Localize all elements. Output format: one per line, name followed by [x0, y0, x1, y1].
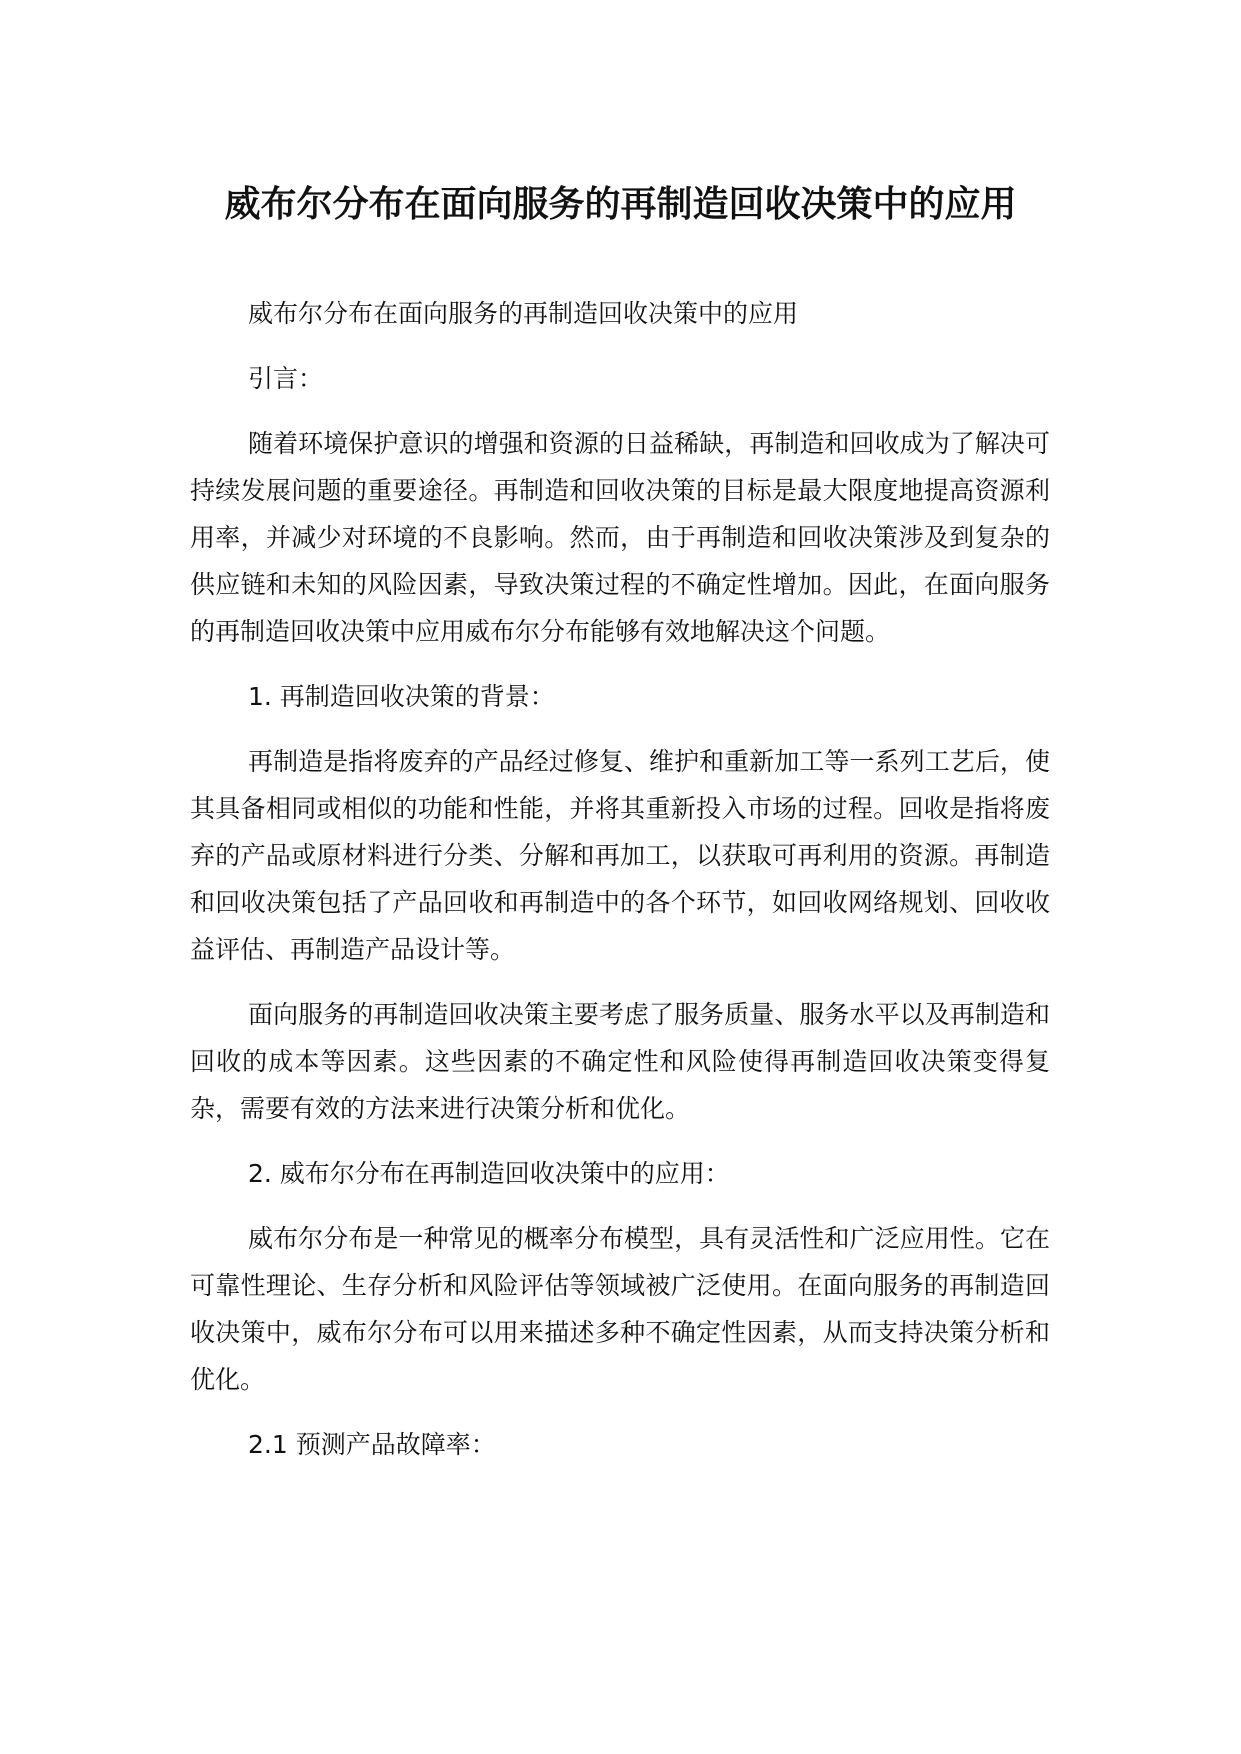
- intro-paragraph: 随着环境保护意识的增强和资源的日益稀缺，再制造和回收成为了解决可持续发展问题的重要途径。再制造和回收决策的目标是最大限度地提高资源利用率，并减少对环境的不良影响。然而，由于再制造和回收决策涉及到复杂的供应链和未知的风险因素，导致决策过程的不确定性增加。因此，在面向服务的再制造回收决策中应用威布尔分布能够有效地解决这个问题。: [190, 429, 1050, 646]
- document-title: 威布尔分布在面向服务的再制造回收决策中的应用: [224, 184, 1017, 225]
- section-2-paragraph-1: 威布尔分布是一种常见的概率分布模型，具有灵活性和广泛应用性。它在可靠性理论、生存分析和风险评估等领域被广泛使用。在面向服务的再制造回收决策中，威布尔分布可以用来描述多种不确定性因素，从而支持决策分析和优化。: [190, 1224, 1050, 1394]
- section-2-1-heading: 2.1 预测产品故障率：: [248, 1430, 496, 1459]
- section-1-paragraph-2: 面向服务的再制造回收决策主要考虑了服务质量、服务水平以及再制造和回收的成本等因素。这些因素的不确定性和风险使得再制造回收决策变得复杂，需要有效的方法来进行决策分析和优化。: [190, 1000, 1050, 1123]
- subtitle-paragraph: 威布尔分布在面向服务的再制造回收决策中的应用: [248, 299, 799, 328]
- section-1-paragraph-1: 再制造是指将废弃的产品经过修复、维护和重新加工等一系列工艺后，使其具备相同或相似的功能和性能，并将其重新投入市场的过程。回收是指将废弃的产品或原材料进行分类、分解和再加工，以获取可再利用的资源。再制造和回收决策包括了产品回收和再制造中的各个环节，如回收网络规划、回收收益评估、再制造产品设计等。: [190, 747, 1050, 964]
- section-2-heading: 2. 威布尔分布在再制造回收决策中的应用：: [248, 1159, 730, 1188]
- section-1-heading: 1. 再制造回收决策的背景：: [248, 682, 555, 711]
- document-body: [190, 290, 1050, 1486]
- intro-heading: 引言：: [248, 364, 324, 393]
